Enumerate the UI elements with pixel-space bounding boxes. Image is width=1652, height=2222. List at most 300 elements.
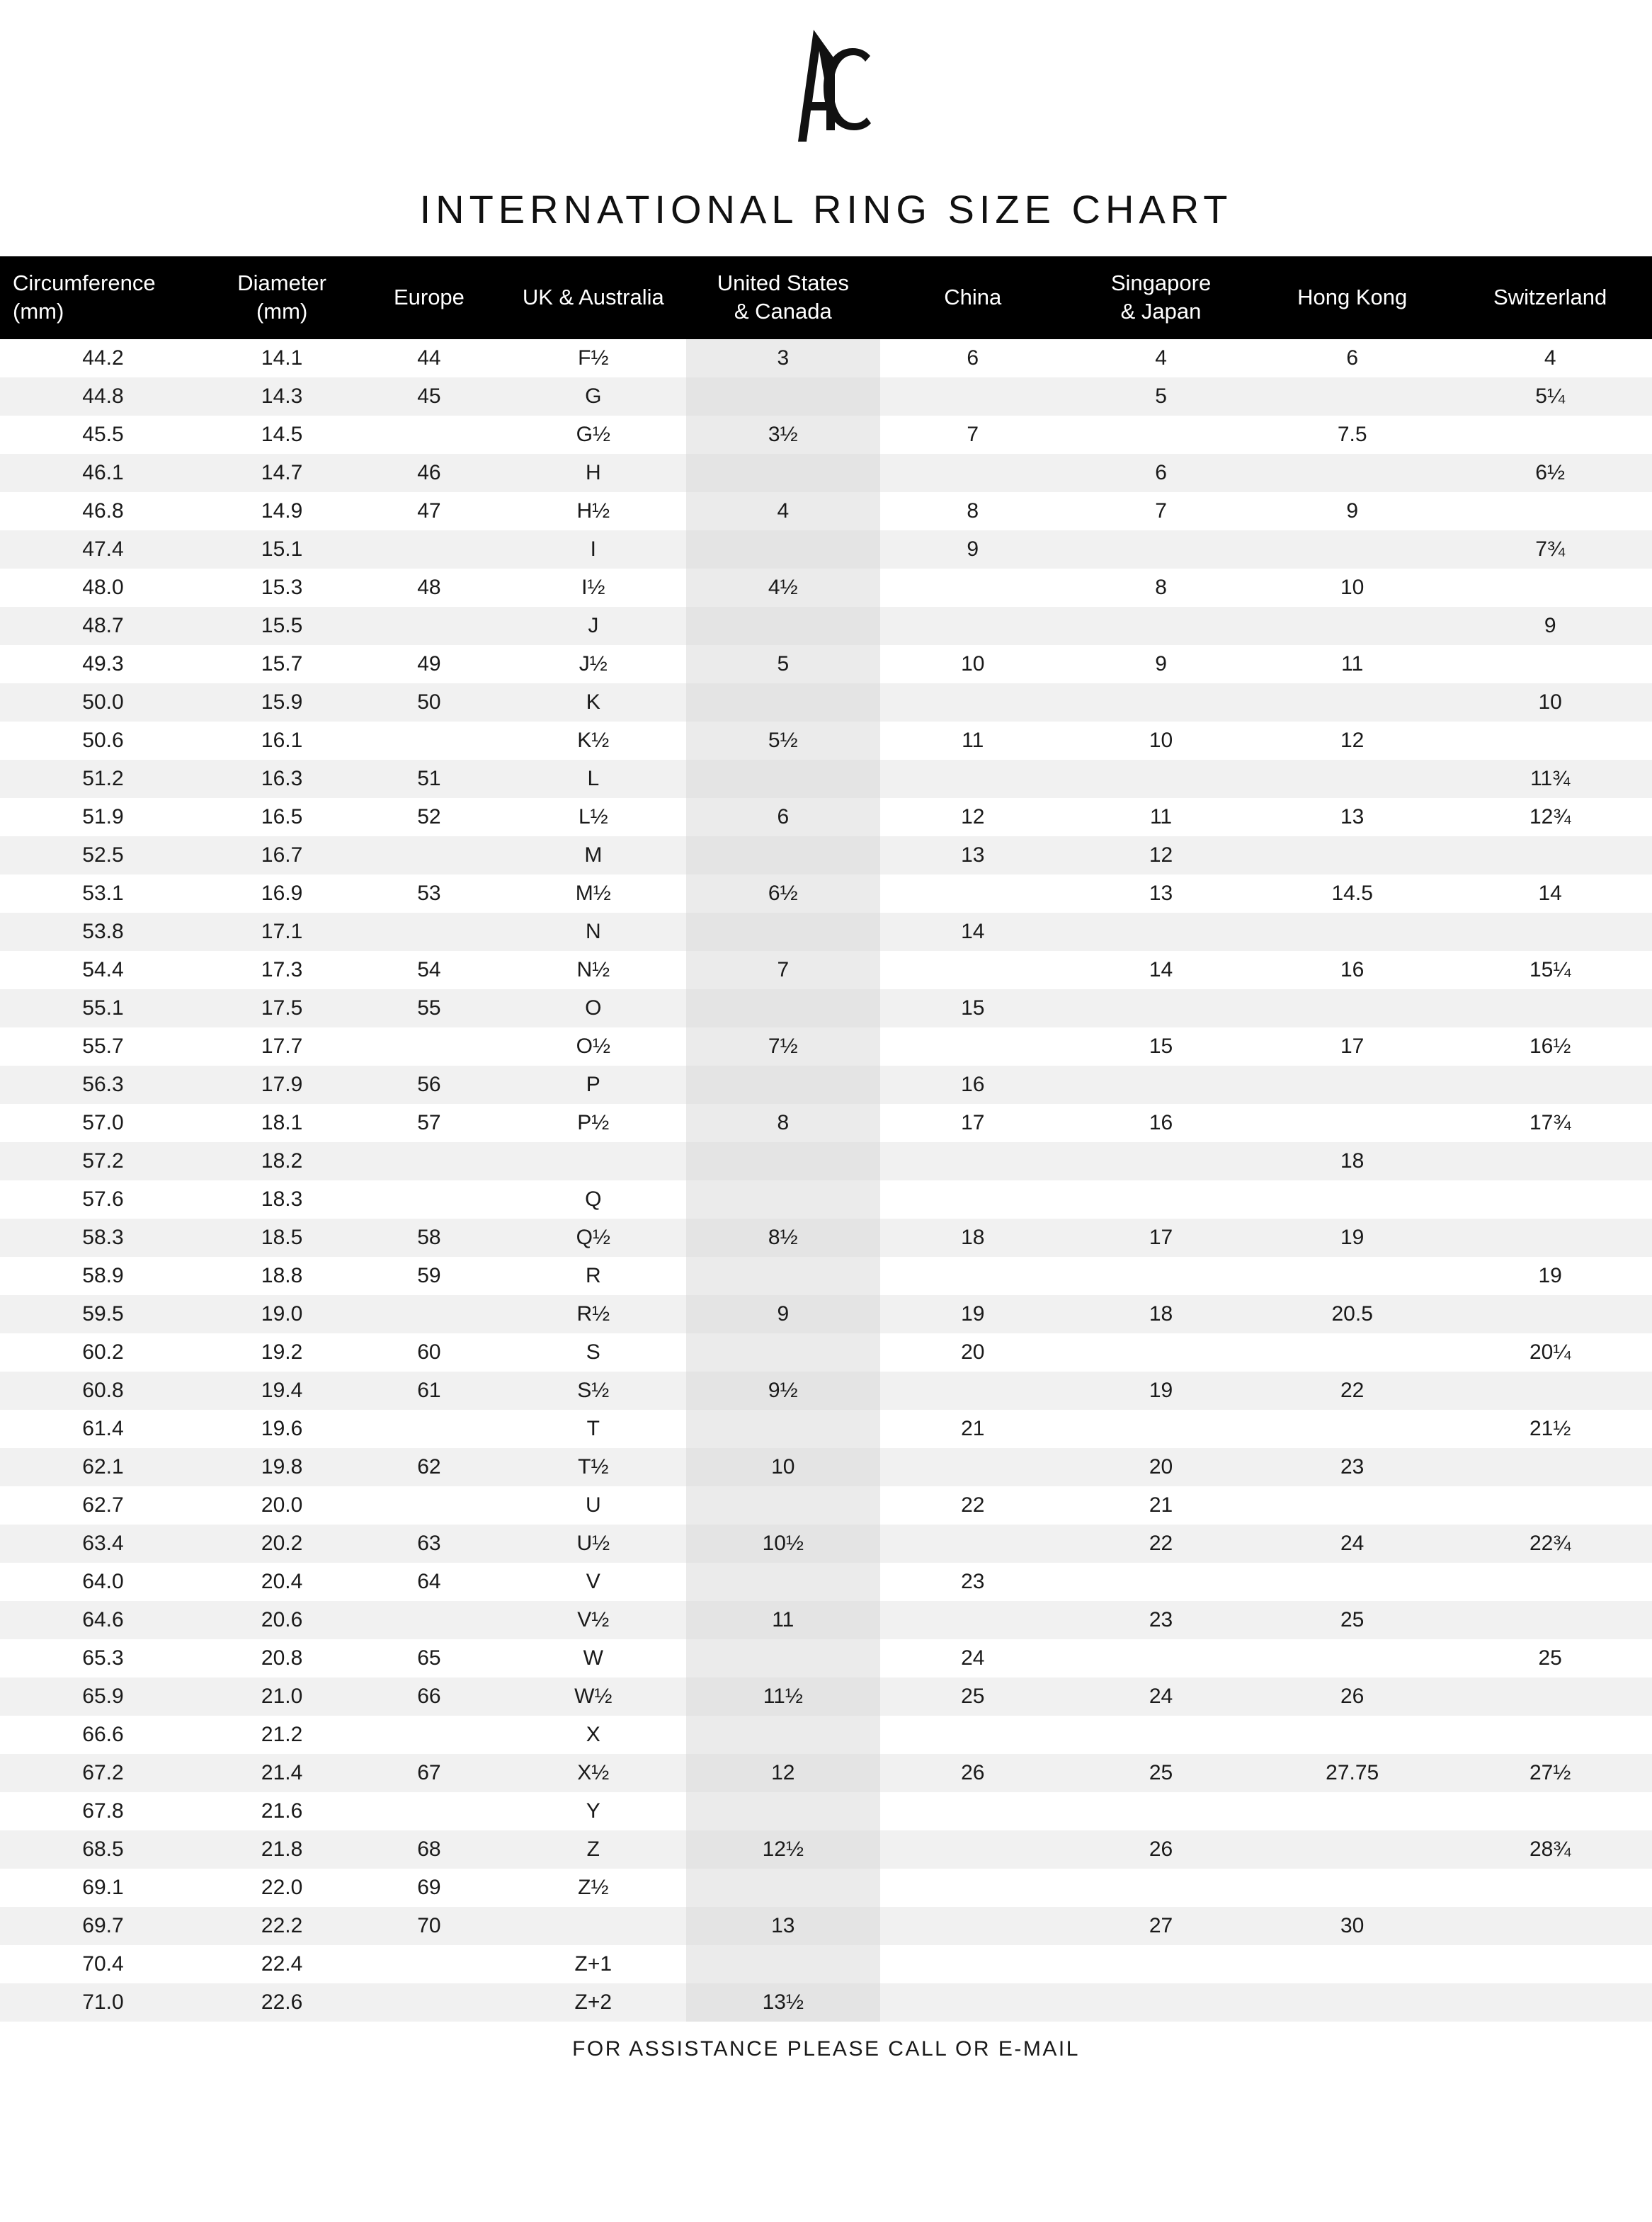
cell-hong-kong	[1256, 1792, 1448, 1830]
cell-uk-australia: F½	[501, 339, 687, 377]
cell-uk-australia: T	[501, 1410, 687, 1448]
cell-china: 8	[880, 492, 1066, 530]
cell-singapore-japan	[1066, 530, 1256, 569]
cell-diameter: 21.0	[206, 1677, 358, 1716]
cell-europe	[358, 1716, 500, 1754]
cell-uk-australia: H	[501, 454, 687, 492]
cell-switzerland: 9	[1448, 607, 1652, 645]
cell-united-states-canada: 3½	[686, 416, 879, 454]
table-row	[0, 1525, 1652, 1563]
cell-united-states-canada: 7½	[686, 1027, 879, 1066]
cell-uk-australia	[501, 1907, 687, 1945]
cell-hong-kong: 19	[1256, 1219, 1448, 1257]
table-row	[0, 1333, 1652, 1372]
cell-singapore-japan: 4	[1066, 339, 1256, 377]
cell-uk-australia: S½	[501, 1372, 687, 1410]
cell-china	[880, 1716, 1066, 1754]
cell-uk-australia: Q	[501, 1180, 687, 1219]
cell-uk-australia: L½	[501, 798, 687, 836]
cell-united-states-canada	[686, 377, 879, 416]
cell-singapore-japan: 24	[1066, 1677, 1256, 1716]
cell-circumference: 65.9	[0, 1677, 206, 1716]
cell-hong-kong: 27.75	[1256, 1754, 1448, 1792]
cell-diameter: 14.1	[206, 339, 358, 377]
cell-singapore-japan	[1066, 1410, 1256, 1448]
cell-diameter: 16.9	[206, 874, 358, 913]
cell-singapore-japan	[1066, 1792, 1256, 1830]
cell-hong-kong	[1256, 913, 1448, 951]
cell-switzerland	[1448, 989, 1652, 1027]
cell-china	[880, 569, 1066, 607]
cell-hong-kong	[1256, 1869, 1448, 1907]
cell-switzerland: 28¾	[1448, 1830, 1652, 1869]
cell-singapore-japan	[1066, 607, 1256, 645]
cell-singapore-japan	[1066, 1639, 1256, 1677]
table-row	[0, 989, 1652, 1027]
table-row	[0, 722, 1652, 760]
table-row	[0, 339, 1652, 377]
cell-diameter: 18.5	[206, 1219, 358, 1257]
table-row	[0, 1983, 1652, 2022]
cell-hong-kong	[1256, 607, 1448, 645]
header-line-1: Diameter	[237, 270, 326, 295]
cell-europe: 63	[358, 1525, 500, 1563]
cell-china: 16	[880, 1066, 1066, 1104]
page-title: INTERNATIONAL RING SIZE CHART	[419, 187, 1233, 232]
cell-europe: 56	[358, 1066, 500, 1104]
cell-circumference: 51.9	[0, 798, 206, 836]
cell-uk-australia: V½	[501, 1601, 687, 1639]
cell-europe: 44	[358, 339, 500, 377]
cell-united-states-canada: 8½	[686, 1219, 879, 1257]
cell-circumference: 60.8	[0, 1372, 206, 1410]
cell-united-states-canada	[686, 989, 879, 1027]
cell-circumference: 56.3	[0, 1066, 206, 1104]
cell-hong-kong: 30	[1256, 1907, 1448, 1945]
cell-circumference: 71.0	[0, 1983, 206, 2022]
cell-china: 12	[880, 798, 1066, 836]
cell-diameter: 17.3	[206, 951, 358, 989]
cell-diameter: 18.8	[206, 1257, 358, 1295]
cell-uk-australia: O½	[501, 1027, 687, 1066]
cell-united-states-canada	[686, 760, 879, 798]
cell-united-states-canada: 4	[686, 492, 879, 530]
cell-switzerland	[1448, 1869, 1652, 1907]
cell-europe	[358, 1792, 500, 1830]
cell-uk-australia: U½	[501, 1525, 687, 1563]
cell-circumference: 58.3	[0, 1219, 206, 1257]
cell-hong-kong: 20.5	[1256, 1295, 1448, 1333]
cell-uk-australia: U	[501, 1486, 687, 1525]
table-row	[0, 377, 1652, 416]
cell-united-states-canada: 10	[686, 1448, 879, 1486]
cell-china: 17	[880, 1104, 1066, 1142]
cell-singapore-japan: 16	[1066, 1104, 1256, 1142]
cell-switzerland: 5¼	[1448, 377, 1652, 416]
cell-hong-kong	[1256, 1716, 1448, 1754]
cell-united-states-canada: 7	[686, 951, 879, 989]
cell-uk-australia: W	[501, 1639, 687, 1677]
cell-europe: 48	[358, 569, 500, 607]
cell-europe: 59	[358, 1257, 500, 1295]
table-row	[0, 1945, 1652, 1983]
cell-hong-kong	[1256, 1945, 1448, 1983]
cell-europe	[358, 1983, 500, 2022]
cell-diameter: 14.7	[206, 454, 358, 492]
cell-uk-australia: J	[501, 607, 687, 645]
cell-uk-australia: L	[501, 760, 687, 798]
cell-china: 13	[880, 836, 1066, 874]
cell-switzerland	[1448, 1295, 1652, 1333]
cell-singapore-japan	[1066, 1142, 1256, 1180]
cell-diameter: 16.1	[206, 722, 358, 760]
column-header-hong-kong	[1256, 256, 1448, 339]
cell-circumference: 45.5	[0, 416, 206, 454]
cell-diameter: 14.3	[206, 377, 358, 416]
cell-diameter: 15.9	[206, 683, 358, 722]
cell-circumference: 63.4	[0, 1525, 206, 1563]
cell-switzerland	[1448, 1448, 1652, 1486]
cell-hong-kong: 17	[1256, 1027, 1448, 1066]
cell-hong-kong	[1256, 989, 1448, 1027]
table-row	[0, 1295, 1652, 1333]
cell-diameter: 20.2	[206, 1525, 358, 1563]
cell-china: 18	[880, 1219, 1066, 1257]
cell-switzerland	[1448, 1983, 1652, 2022]
header-line-2: (mm)	[13, 298, 64, 324]
cell-united-states-canada	[686, 454, 879, 492]
cell-circumference: 59.5	[0, 1295, 206, 1333]
table-row	[0, 874, 1652, 913]
cell-uk-australia: W½	[501, 1677, 687, 1716]
table-row	[0, 530, 1652, 569]
cell-united-states-canada: 9½	[686, 1372, 879, 1410]
cell-singapore-japan	[1066, 1945, 1256, 1983]
cell-united-states-canada: 8	[686, 1104, 879, 1142]
table-row	[0, 1486, 1652, 1525]
cell-circumference: 47.4	[0, 530, 206, 569]
cell-united-states-canada	[686, 1792, 879, 1830]
cell-circumference: 69.7	[0, 1907, 206, 1945]
cell-switzerland: 19	[1448, 1257, 1652, 1295]
cell-china: 26	[880, 1754, 1066, 1792]
cell-europe: 61	[358, 1372, 500, 1410]
cell-hong-kong	[1256, 683, 1448, 722]
cell-switzerland	[1448, 913, 1652, 951]
cell-europe: 66	[358, 1677, 500, 1716]
cell-europe: 53	[358, 874, 500, 913]
table-header	[0, 256, 1652, 339]
cell-hong-kong	[1256, 1830, 1448, 1869]
cell-europe: 52	[358, 798, 500, 836]
cell-switzerland	[1448, 1945, 1652, 1983]
cell-singapore-japan: 21	[1066, 1486, 1256, 1525]
cell-hong-kong: 24	[1256, 1525, 1448, 1563]
column-header-diameter	[206, 256, 358, 339]
cell-switzerland: 22¾	[1448, 1525, 1652, 1563]
cell-singapore-japan: 9	[1066, 645, 1256, 683]
cell-china	[880, 1869, 1066, 1907]
cell-diameter: 21.6	[206, 1792, 358, 1830]
cell-uk-australia: V	[501, 1563, 687, 1601]
header-row	[0, 256, 1652, 339]
cell-circumference: 48.0	[0, 569, 206, 607]
cell-circumference: 50.0	[0, 683, 206, 722]
cell-united-states-canada: 6½	[686, 874, 879, 913]
cell-united-states-canada	[686, 1257, 879, 1295]
cell-singapore-japan: 14	[1066, 951, 1256, 989]
header-line-1: Switzerland	[1493, 284, 1607, 309]
cell-hong-kong	[1256, 1257, 1448, 1295]
cell-diameter: 22.6	[206, 1983, 358, 2022]
cell-circumference: 48.7	[0, 607, 206, 645]
cell-china: 23	[880, 1563, 1066, 1601]
cell-switzerland	[1448, 492, 1652, 530]
cell-hong-kong: 12	[1256, 722, 1448, 760]
cell-singapore-japan: 18	[1066, 1295, 1256, 1333]
cell-circumference: 57.6	[0, 1180, 206, 1219]
cell-china: 6	[880, 339, 1066, 377]
cell-china	[880, 1525, 1066, 1563]
cell-europe	[358, 1295, 500, 1333]
table-row	[0, 1448, 1652, 1486]
cell-diameter: 19.6	[206, 1410, 358, 1448]
cell-switzerland	[1448, 1486, 1652, 1525]
cell-switzerland	[1448, 722, 1652, 760]
cell-europe: 64	[358, 1563, 500, 1601]
cell-diameter: 15.3	[206, 569, 358, 607]
cell-diameter: 22.2	[206, 1907, 358, 1945]
cell-circumference: 65.3	[0, 1639, 206, 1677]
table-row	[0, 1142, 1652, 1180]
cell-switzerland	[1448, 1677, 1652, 1716]
cell-europe	[358, 1027, 500, 1066]
cell-china	[880, 377, 1066, 416]
cell-switzerland	[1448, 569, 1652, 607]
column-header-uk-australia	[501, 256, 687, 339]
cell-switzerland	[1448, 645, 1652, 683]
cell-europe: 60	[358, 1333, 500, 1372]
cell-hong-kong: 13	[1256, 798, 1448, 836]
header-line-1: United States	[717, 270, 849, 295]
cell-uk-australia: N	[501, 913, 687, 951]
cell-singapore-japan: 10	[1066, 722, 1256, 760]
cell-diameter: 20.4	[206, 1563, 358, 1601]
cell-europe: 45	[358, 377, 500, 416]
cell-europe	[358, 913, 500, 951]
table-row	[0, 683, 1652, 722]
cell-uk-australia: I	[501, 530, 687, 569]
table-body	[0, 339, 1652, 2022]
cell-circumference: 66.6	[0, 1716, 206, 1754]
cell-europe: 54	[358, 951, 500, 989]
table-row	[0, 416, 1652, 454]
cell-united-states-canada: 13½	[686, 1983, 879, 2022]
cell-europe	[358, 1410, 500, 1448]
cell-switzerland: 20¼	[1448, 1333, 1652, 1372]
cell-singapore-japan: 17	[1066, 1219, 1256, 1257]
cell-uk-australia: M	[501, 836, 687, 874]
column-header-singapore-japan	[1066, 256, 1256, 339]
cell-switzerland	[1448, 1066, 1652, 1104]
cell-united-states-canada	[686, 1945, 879, 1983]
cell-uk-australia: H½	[501, 492, 687, 530]
table-row	[0, 1372, 1652, 1410]
cell-europe	[358, 1486, 500, 1525]
cell-switzerland: 15¼	[1448, 951, 1652, 989]
table-row	[0, 1677, 1652, 1716]
cell-diameter: 18.1	[206, 1104, 358, 1142]
cell-diameter: 19.4	[206, 1372, 358, 1410]
cell-uk-australia: O	[501, 989, 687, 1027]
cell-switzerland	[1448, 1219, 1652, 1257]
cell-united-states-canada: 5½	[686, 722, 879, 760]
cell-singapore-japan	[1066, 989, 1256, 1027]
cell-circumference: 54.4	[0, 951, 206, 989]
cell-singapore-japan: 12	[1066, 836, 1256, 874]
cell-hong-kong	[1256, 1486, 1448, 1525]
cell-uk-australia: G½	[501, 416, 687, 454]
cell-china	[880, 1257, 1066, 1295]
cell-united-states-canada	[686, 1639, 879, 1677]
table-row	[0, 1104, 1652, 1142]
table-row	[0, 454, 1652, 492]
cell-china: 15	[880, 989, 1066, 1027]
cell-united-states-canada	[686, 1180, 879, 1219]
cell-europe: 62	[358, 1448, 500, 1486]
table-row	[0, 913, 1652, 951]
cell-united-states-canada	[686, 1716, 879, 1754]
cell-diameter: 21.2	[206, 1716, 358, 1754]
column-header-united-states-canada	[686, 256, 879, 339]
cell-united-states-canada	[686, 836, 879, 874]
cell-china	[880, 1830, 1066, 1869]
cell-china: 14	[880, 913, 1066, 951]
cell-singapore-japan: 19	[1066, 1372, 1256, 1410]
header-line-2: & Canada	[734, 298, 832, 324]
cell-uk-australia: G	[501, 377, 687, 416]
cell-switzerland: 6½	[1448, 454, 1652, 492]
cell-circumference: 51.2	[0, 760, 206, 798]
cell-china	[880, 951, 1066, 989]
cell-singapore-japan	[1066, 1333, 1256, 1372]
cell-circumference: 62.7	[0, 1486, 206, 1525]
assistance-footer: FOR ASSISTANCE PLEASE CALL OR E-MAIL	[572, 2037, 1080, 2061]
table-row	[0, 1257, 1652, 1295]
table-row	[0, 836, 1652, 874]
cell-diameter: 18.2	[206, 1142, 358, 1180]
cell-circumference: 50.6	[0, 722, 206, 760]
cell-switzerland	[1448, 1372, 1652, 1410]
column-header-circumference	[0, 256, 206, 339]
cell-europe: 51	[358, 760, 500, 798]
cell-europe	[358, 416, 500, 454]
cell-singapore-japan: 25	[1066, 1754, 1256, 1792]
brand-logo-container	[0, 0, 1652, 166]
cell-hong-kong	[1256, 1180, 1448, 1219]
cell-switzerland: 10	[1448, 683, 1652, 722]
cell-hong-kong	[1256, 454, 1448, 492]
cell-diameter: 17.5	[206, 989, 358, 1027]
cell-singapore-japan: 15	[1066, 1027, 1256, 1066]
cell-united-states-canada	[686, 607, 879, 645]
cell-china	[880, 454, 1066, 492]
cell-united-states-canada	[686, 1869, 879, 1907]
table-row	[0, 1601, 1652, 1639]
cell-diameter: 21.4	[206, 1754, 358, 1792]
cell-uk-australia: P½	[501, 1104, 687, 1142]
cell-uk-australia: K	[501, 683, 687, 722]
cell-uk-australia: X	[501, 1716, 687, 1754]
cell-circumference: 62.1	[0, 1448, 206, 1486]
cell-china	[880, 874, 1066, 913]
cell-uk-australia: R½	[501, 1295, 687, 1333]
cell-singapore-japan	[1066, 760, 1256, 798]
cell-circumference: 49.3	[0, 645, 206, 683]
cell-europe: 57	[358, 1104, 500, 1142]
cell-united-states-canada: 5	[686, 645, 879, 683]
table-row	[0, 607, 1652, 645]
cell-circumference: 64.6	[0, 1601, 206, 1639]
header-line-1: China	[944, 284, 1002, 309]
cell-switzerland: 16½	[1448, 1027, 1652, 1066]
cell-switzerland	[1448, 836, 1652, 874]
cell-diameter: 17.7	[206, 1027, 358, 1066]
table-row	[0, 569, 1652, 607]
cell-united-states-canada	[686, 1142, 879, 1180]
cell-china	[880, 760, 1066, 798]
cell-diameter: 16.3	[206, 760, 358, 798]
cell-united-states-canada: 4½	[686, 569, 879, 607]
cell-china	[880, 1180, 1066, 1219]
cell-uk-australia: Z½	[501, 1869, 687, 1907]
cell-circumference: 52.5	[0, 836, 206, 874]
cell-hong-kong	[1256, 377, 1448, 416]
cell-europe: 65	[358, 1639, 500, 1677]
cell-switzerland	[1448, 416, 1652, 454]
cell-hong-kong: 25	[1256, 1601, 1448, 1639]
cell-europe	[358, 1142, 500, 1180]
cell-europe: 68	[358, 1830, 500, 1869]
cell-diameter: 18.3	[206, 1180, 358, 1219]
cell-diameter: 22.4	[206, 1945, 358, 1983]
cell-diameter: 21.8	[206, 1830, 358, 1869]
cell-uk-australia: X½	[501, 1754, 687, 1792]
cell-china	[880, 1792, 1066, 1830]
cell-china	[880, 1983, 1066, 2022]
cell-circumference: 55.1	[0, 989, 206, 1027]
cell-uk-australia	[501, 1142, 687, 1180]
cell-diameter: 14.9	[206, 492, 358, 530]
cell-hong-kong: 7.5	[1256, 416, 1448, 454]
cell-circumference: 61.4	[0, 1410, 206, 1448]
cell-hong-kong	[1256, 760, 1448, 798]
cell-circumference: 70.4	[0, 1945, 206, 1983]
cell-circumference: 57.2	[0, 1142, 206, 1180]
cell-united-states-canada: 11½	[686, 1677, 879, 1716]
cell-hong-kong	[1256, 530, 1448, 569]
header-line-1: Circumference	[13, 270, 156, 295]
cell-circumference: 46.8	[0, 492, 206, 530]
cell-hong-kong: 14.5	[1256, 874, 1448, 913]
cell-singapore-japan: 7	[1066, 492, 1256, 530]
cell-china	[880, 1448, 1066, 1486]
table-row	[0, 1066, 1652, 1104]
cell-circumference: 64.0	[0, 1563, 206, 1601]
cell-diameter: 16.7	[206, 836, 358, 874]
cell-singapore-japan: 26	[1066, 1830, 1256, 1869]
cell-uk-australia: P	[501, 1066, 687, 1104]
